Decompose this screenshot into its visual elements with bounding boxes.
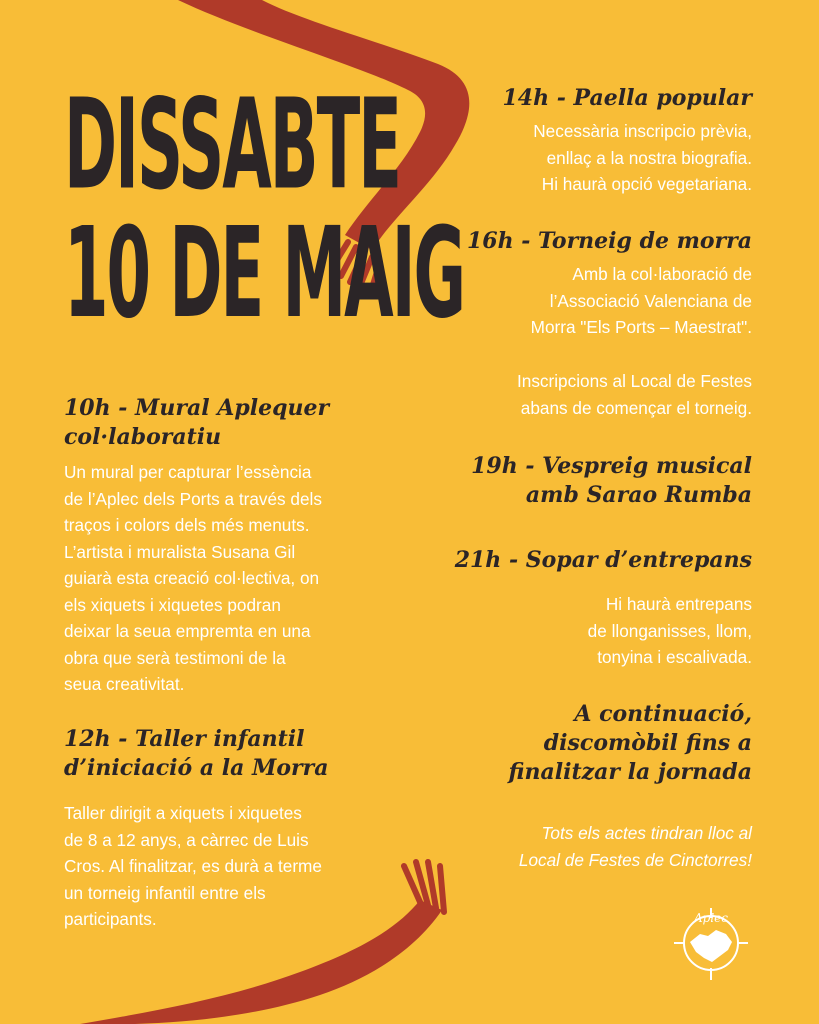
- vespreig-heading: 19h - Vespreig musical amb Sarao Rumba: [471, 453, 752, 508]
- logo-text: Aplec: [693, 911, 729, 925]
- paella-description: Necessària inscripcio prèvia, enllaç a la nostra biografia. Hi haurà opció vegetariana.: [533, 121, 752, 194]
- mural-description: Un mural per capturar l’essència de l’Aplec dels Ports a través dels traços i colors dels més menuts. L’artista i muralista Susana Gil guiarà esta creació col·lectiva, on els xiquets i xiquetes podran deixar la seua empremta en una obra que serà testimoni de la seua creativitat.: [64, 462, 322, 694]
- morra-inscriptions: Inscripcions al Local de Festes abans de començar el torneig.: [516, 371, 752, 418]
- aplec-compass-logo-icon: [668, 900, 754, 986]
- title-line-1: DISSABTE: [64, 74, 400, 219]
- continuacio-heading: A continuació, discomòbil fins a finalitzar la jornada: [508, 701, 752, 785]
- taller-heading: 12h - Taller infantil d’iniciació a la Morra: [64, 726, 329, 781]
- sopar-heading: 21h - Sopar d’entrepans: [454, 547, 752, 573]
- page-title: [64, 74, 465, 348]
- morra-description: Amb la col·laboració de l’Associació Valenciana de Morra "Els Ports – Maestrat".: [530, 264, 752, 337]
- morra-heading: 16h - Torneig de morra: [467, 228, 752, 254]
- paella-heading: 14h - Paella popular: [502, 85, 752, 111]
- sopar-description: Hi haurà entrepans de llonganisses, llom, tonyina i escalivada.: [587, 594, 752, 667]
- mural-heading: 10h - Mural Aplequer col·laboratiu: [64, 395, 330, 450]
- title-line-2: 10 DE MAIG: [64, 202, 465, 348]
- taller-description: Taller dirigit a xiquets i xiquetes de 8 a 12 anys, a càrrec de Luis Cros. Al finalitzar, es durà a terme un torneig infantil entre els participants.: [64, 803, 322, 929]
- location-note: Tots els actes tindran lloc al Local de Festes de Cinctorres!: [518, 823, 752, 870]
